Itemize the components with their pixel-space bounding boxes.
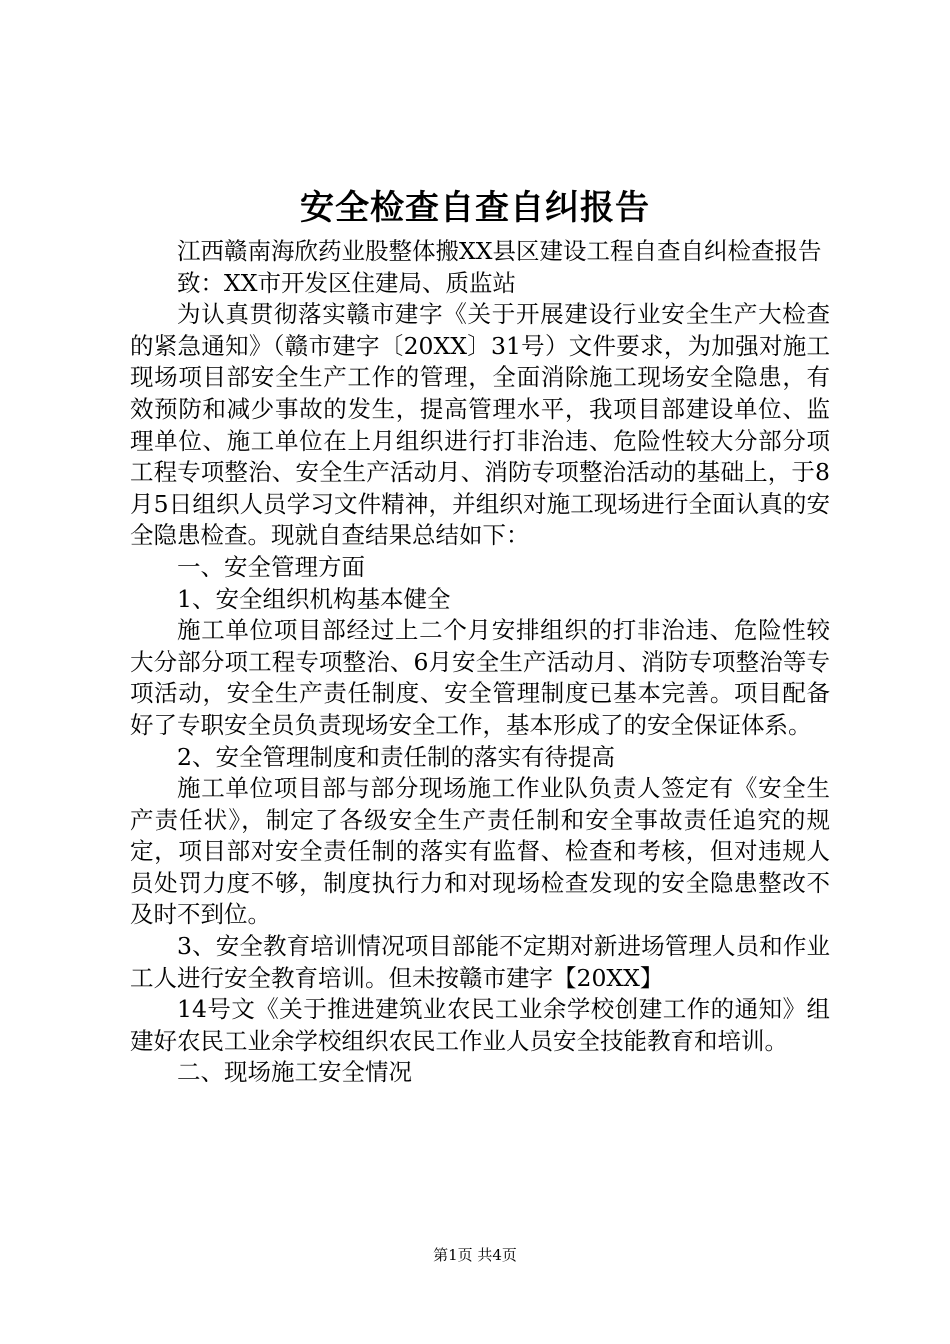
paragraph-training-continued: 14号文《关于推进建筑业农民工业余学校创建工作的通知》组建好农民工业余学校组织农民工作业人员安全技能教育和培训。: [130, 995, 830, 1055]
document-title: 安全检查自查自纠报告: [300, 188, 650, 228]
page-number: 第1页 共4页: [433, 1246, 517, 1264]
paragraph-subject: 江西赣南海欣药业股整体搬XX县区建设工程自查自纠检查报告: [177, 237, 822, 265]
paragraph-responsibility: 施工单位项目部与部分现场施工作业队负责人签定有《安全生产责任状》，制定了各级安全生产责任制和安全事故责任追究的规定，项目部对安全责任制的落实有监督、检查和考核，但对违规人员处罚力度不够，制度执行力和对现场检查发现的安全隐患整改不及时不到位。: [130, 774, 830, 929]
document-body: [130, 236, 830, 1089]
paragraph-intro: 为认真贯彻落实赣市建字《关于开展建设行业安全生产大检查的紧急通知》（赣市建字〔20XX〕31号）文件要求，为加强对施工现场项目部安全生产工作的管理，全面消除施工现场安全隐患，有效预防和减少事故的发生，提高管理水平，我项目部建设单位、监理单位、施工单位在上月组织进行打非治违、危险性较大分部分项工程专项整治、安全生产活动月、消防专项整治活动的基础上，于8月5日组织人员学习文件精神，并组织对施工现场进行全面认真的安全隐患检查。现就自查结果总结如下：: [130, 300, 830, 550]
section-heading-management: 一、安全管理方面: [177, 552, 365, 581]
paragraph-addressee: 致：XX市开发区住建局、质监站: [177, 268, 516, 297]
paragraph-training: 3、安全教育培训情况项目部能不定期对新进场管理人员和作业工人进行安全教育培训。但未按赣市建字【20XX】: [130, 932, 830, 992]
section-heading-site-safety: 二、现场施工安全情况: [177, 1058, 412, 1087]
paragraph-organization: 施工单位项目部经过上二个月安排组织的打非治违、危险性较大分部分项工程专项整治、6月安全生产活动月、消防专项整治等专项活动，安全生产责任制度、安全管理制度已基本完善。项目配备好了专职安全员负责现场安全工作，基本形成了的安全保证体系。: [130, 616, 830, 739]
subheading-organization: 1、安全组织机构基本健全: [177, 584, 451, 613]
subheading-responsibility: 2、安全管理制度和责任制的落实有待提高: [177, 742, 615, 771]
